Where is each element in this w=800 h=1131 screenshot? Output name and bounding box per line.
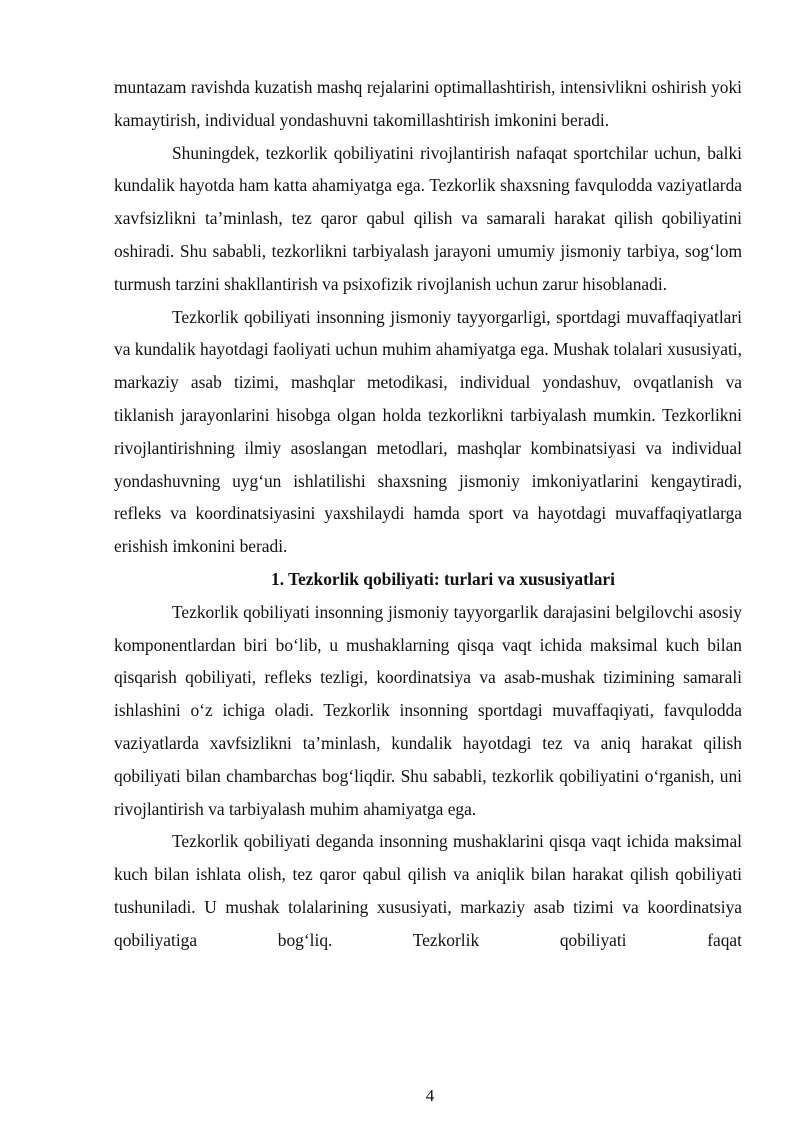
paragraph: Tezkorlik qobiliyati insonning jismoniy tayyorgarligi, sportdagi muvaffaqiyatlari va kundalik hayotdagi faoliyati uchun muhim ahamiyatga ega. Mushak tolalari xususiyati, markaziy asab tizimi, mashqlar metodikasi, individual yondashuv, ovqatlanish va tiklanish jarayonlarini hisobga olgan holda tezkorlikni tarbiyalash mumkin. Tezkorlikni rivojlantirishning ilmiy asoslangan metodlari, mashqlar kombinatsiyasi va individual yondashuvning uyg‘un ishlatilishi shaxsning jismoniy imkoniyatlarini kengaytiradi, refleks va koordinatsiyasini yaxshilaydi hamda sport va hayotdagi muvaffaqiyatlarga erishish imkonini beradi. <box>114 306 742 557</box>
paragraph: Tezkorlik qobiliyati insonning jismoniy tayyorgarlik darajasini belgilovchi asosiy komponentlardan biri bo‘lib, u mushaklarning qisqa vaqt ichida maksimal kuch bilan qisqarish qobiliyati, refleks tezligi, koordinatsiya va asab-mushak tizimining samarali ishlashini o‘z ichiga oladi. Tezkorlik insonning sportdagi muvaffaqiyati, favqulodda vaziyatlarda xavfsizlikni ta’minlash, kundalik hayotdagi tez va aniq harakat qilish qobiliyati bilan chambarchas bog‘liqdir. Shu sababli, tezkorlik qobiliyatini o‘rganish, uni rivojlantirish va tarbiyalash muhim ahamiyatga ega. <box>114 601 742 819</box>
body-text <box>114 71 742 957</box>
section-heading: 1. Tezkorlik qobiliyati: turlari va xususiyatlari <box>271 568 615 589</box>
paragraph: Shuningdek, tezkorlik qobiliyatini rivojlantirish nafaqat sportchilar uchun, balki kundalik hayotda ham katta ahamiyatga ega. Tezkorlik shaxsning favqulodda vaziyatlarda xavfsizlikni ta’minlash, tez qaror qabul qilish va samarali harakat qilish qobiliyatini oshiradi. Shu sababli, tezkorlikni tarbiyalash jarayoni umumiy jismoniy tarbiya, sog‘lom turmush tarzini shakllantirish va psixofizik rivojlanish uchun zarur hisoblanadi. <box>114 142 742 294</box>
paragraph-last: Tezkorlik qobiliyati deganda insonning mushaklarini qisqa vaqt ichida maksimal kuch bilan ishlata olish, tez qaror qabul qilish va aniqlik bilan harakat qilish qobiliyati tushuniladi. U mushak tolalarining xususiyati, markaziy asab tizimi va koordinatsiya qobiliyatiga bog‘liq. Tezkorlik qobiliyati faqat <box>114 831 742 950</box>
paragraph-continuation: muntazam ravishda kuzatish mashq rejalarini optimallashtirish, intensivlikni oshirish yoki kamaytirish, individual yondashuvni takomillashtirish imkonini beradi. <box>114 77 742 130</box>
page-number: 4 <box>425 1086 435 1105</box>
